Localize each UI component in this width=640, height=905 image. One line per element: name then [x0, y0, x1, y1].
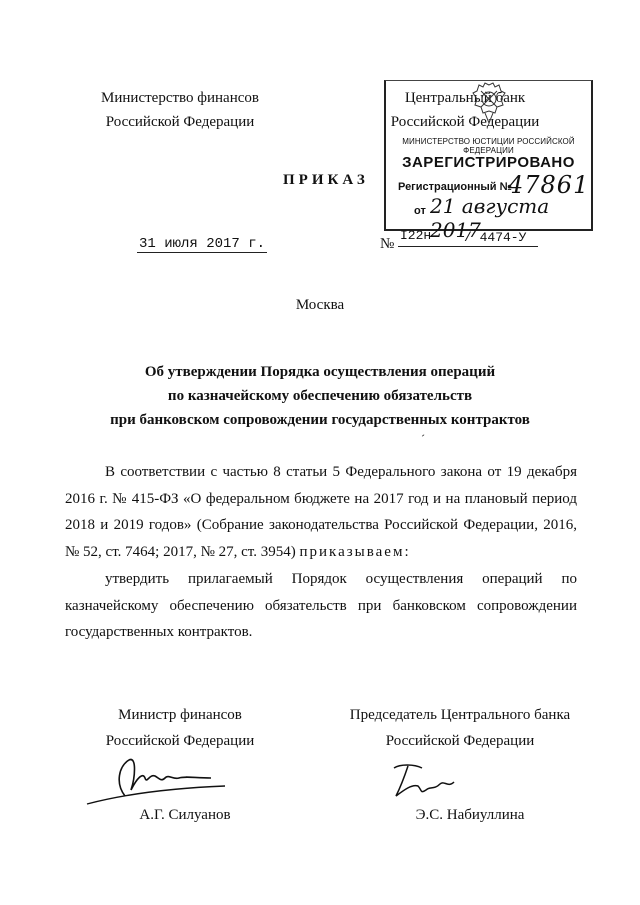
city: Москва: [295, 297, 345, 313]
tick-mark: ˊ: [421, 432, 425, 446]
stamp-reg-number: 47861: [508, 171, 590, 199]
left-org-line2: Российской Федерации: [105, 114, 255, 130]
stamp-ministry: МИНИСТЕРСТВО ЮСТИЦИИ РОССИЙСКОЙ ФЕДЕРАЦИИ: [402, 137, 575, 155]
stamp-status: ЗАРЕГИСТРИРОВАНО: [402, 154, 575, 171]
left-signatory-name: А.Г. Силуанов: [139, 807, 231, 823]
title-line3: при банковском сопровождении государственных контрактов: [110, 412, 530, 428]
right-org-line1: Центральный банк: [404, 90, 526, 106]
right-org-line2: Российской Федерации: [390, 114, 540, 130]
left-title-line1: Министр финансов: [118, 707, 242, 723]
signature-left-icon: [85, 748, 235, 808]
document-date: 31 июля 2017 г.: [139, 236, 266, 252]
left-title-line2: Российской Федерации: [105, 733, 255, 749]
paragraph-2: утвердить прилагаемый Порядок осуществления операций по казначейскому обеспечению обязательств при банковском сопровождении государственных контрактов.: [65, 571, 577, 640]
document-number: [398, 228, 538, 247]
emblem-icon: [471, 81, 507, 127]
document-title: [60, 360, 580, 432]
stamp-date-value: 21 августа 2017: [430, 194, 550, 242]
left-org-line1: Министерство финансов: [101, 90, 259, 106]
title-line1: Об утверждении Порядка осуществления операций: [144, 364, 496, 380]
stamp-reg-label: Регистрационный №: [398, 181, 512, 193]
number-label: №: [380, 236, 395, 252]
signature-block-right: [345, 702, 575, 754]
right-title-line1: Председатель Центрального банка: [349, 707, 571, 723]
signature-block-left: [85, 702, 275, 754]
document-type: ПРИКАЗ: [283, 172, 369, 188]
right-title-line2: Российской Федерации: [385, 733, 535, 749]
stamp-date-label: от: [414, 205, 426, 217]
paragraph-1: [65, 459, 577, 565]
right-signatory-name: Э.С. Набиуллина: [415, 807, 525, 823]
ministry-of-finance-heading: [80, 86, 280, 134]
paragraph-1-text: В соответствии с частью 8 статьи 5 Федерального закона от 19 декабря 2016 г. № 415-ФЗ «О федеральном бюджете на 2017 год и на плановый период 2018 и 2019 годов» (Собрание законодательства Российской Федерации, 2016, № 52, ст. 7464; 2017, № 27, ст. 3954): [65, 464, 577, 560]
title-line2: по казначейскому обеспечению обязательств: [167, 388, 473, 404]
paragraph-1-command: приказываем:: [299, 543, 411, 560]
number-right: / 4474-У: [464, 230, 527, 245]
signature-right-icon: [390, 760, 480, 805]
number-left: I22н: [400, 228, 432, 243]
